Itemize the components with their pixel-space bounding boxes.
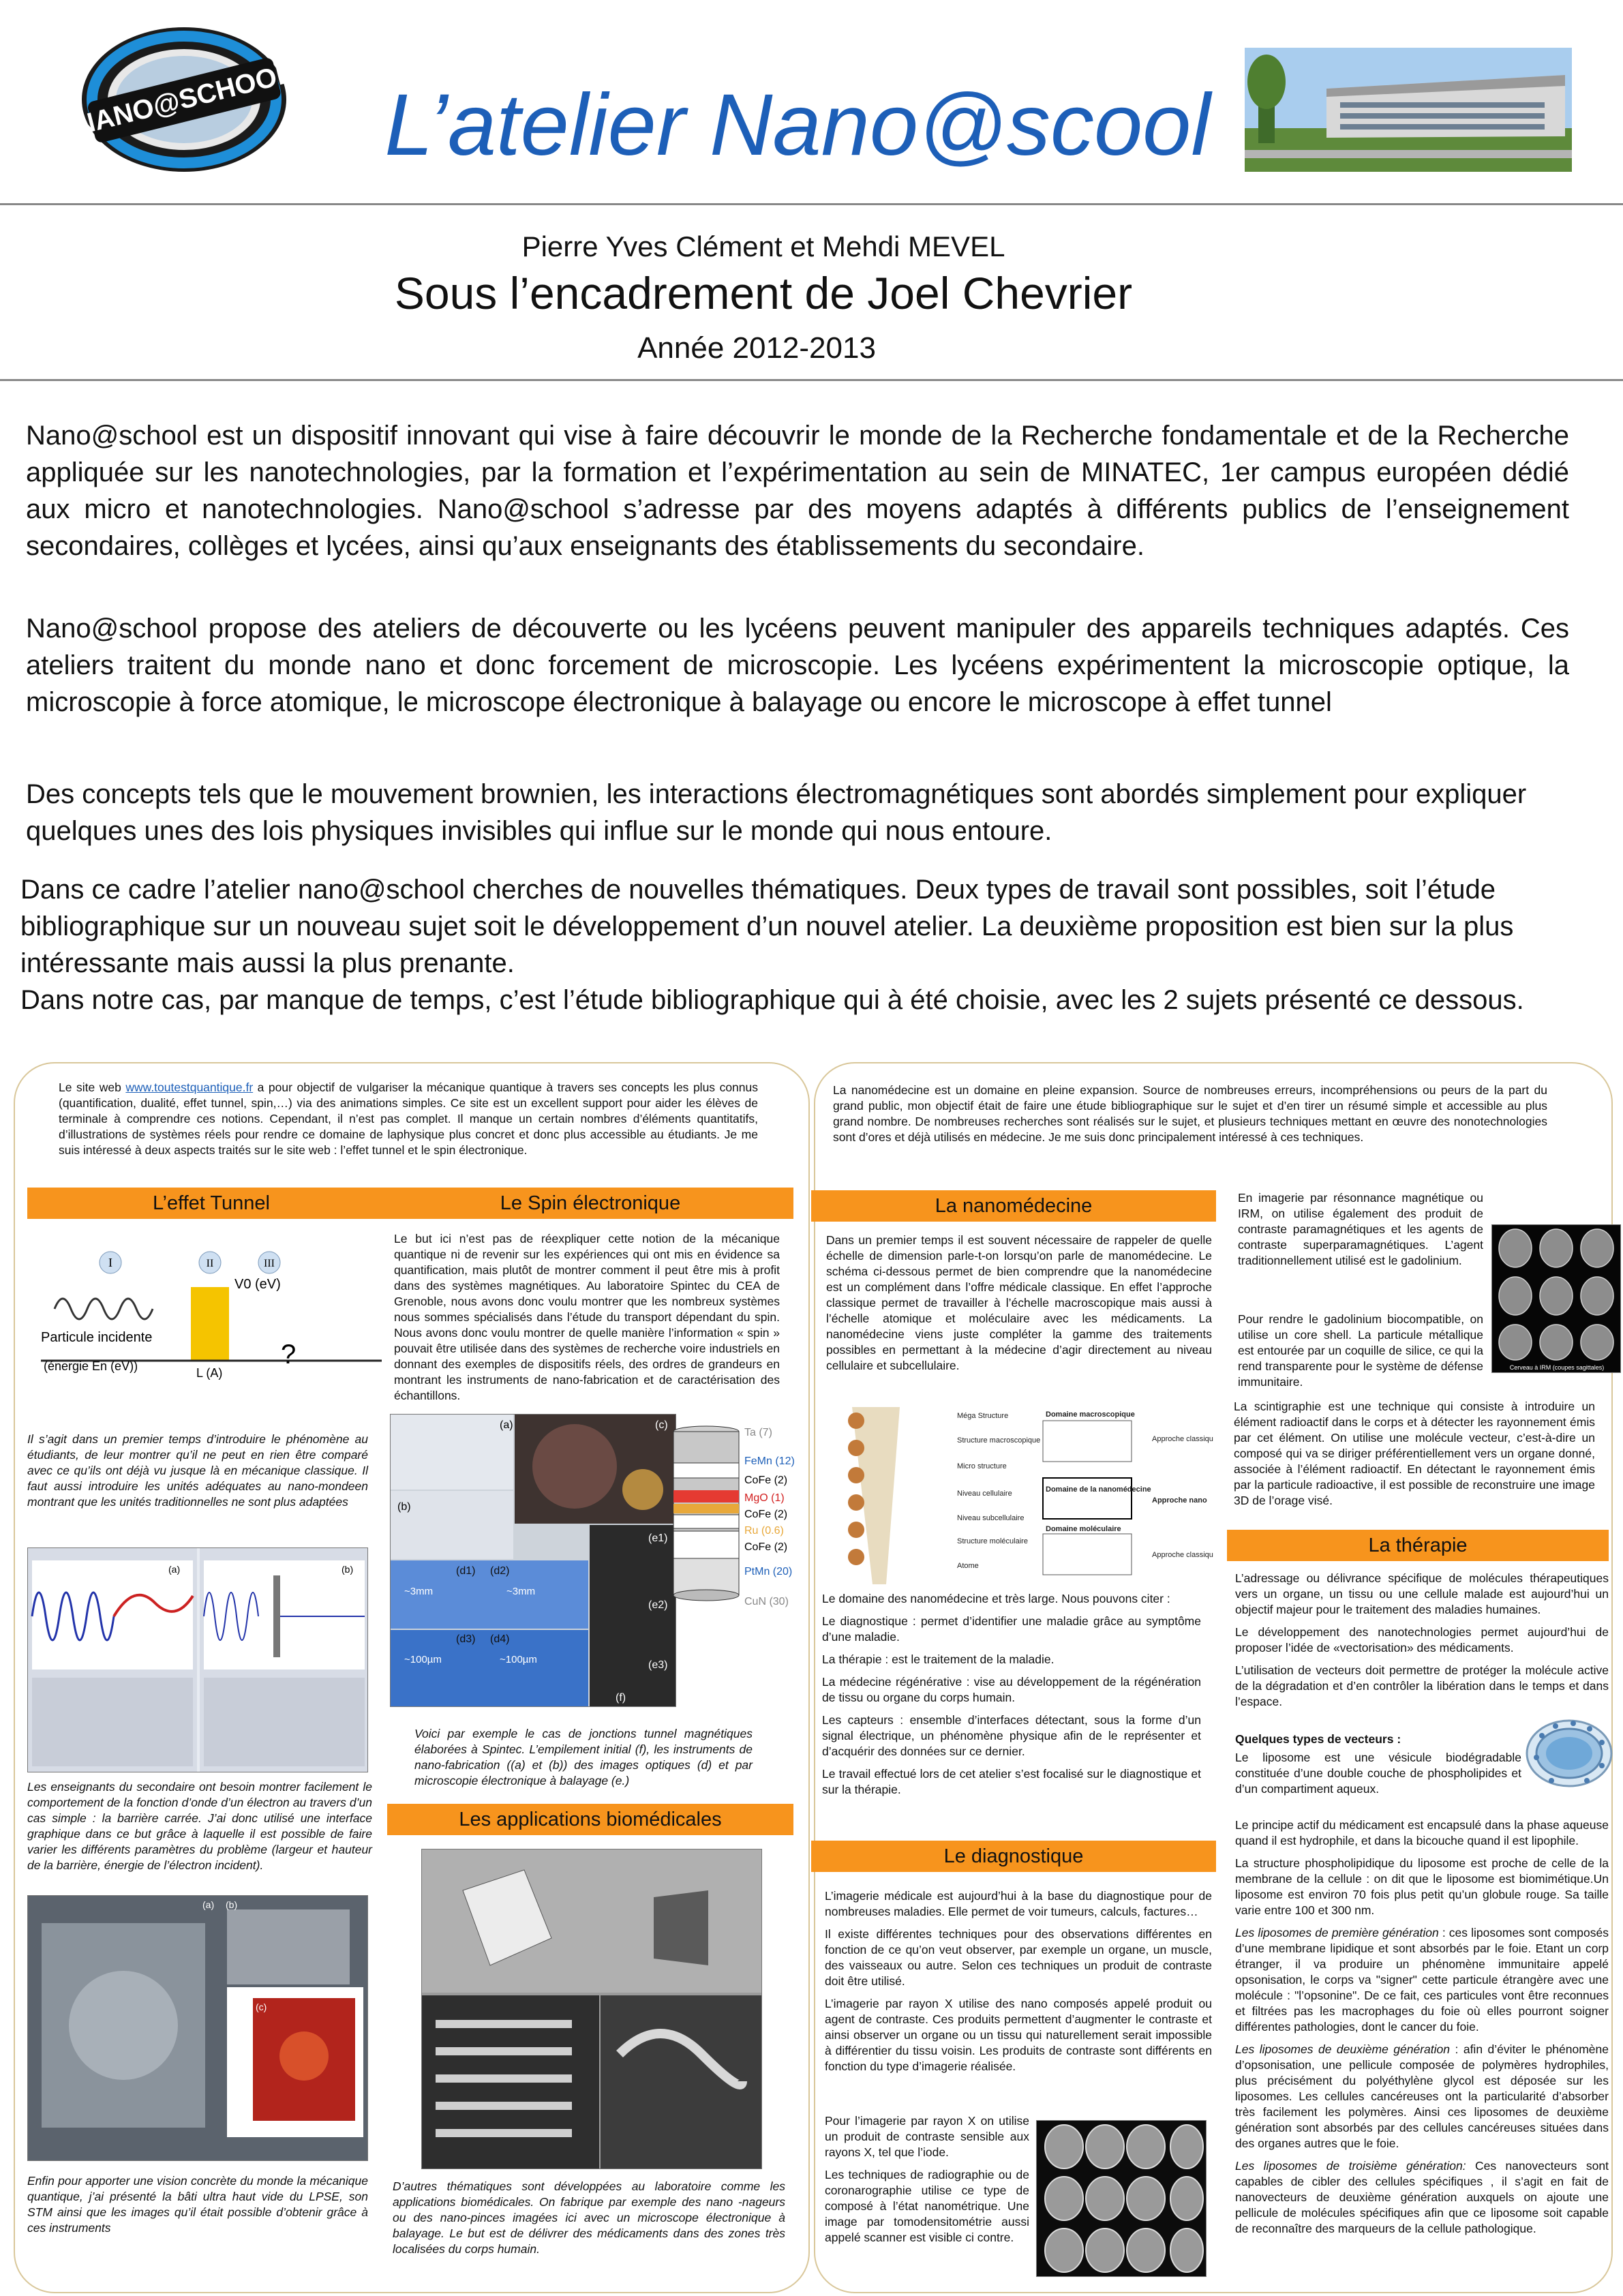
bio-sem-graphic <box>422 1849 762 2169</box>
scale-row-3: Micro structure <box>957 1462 1007 1470</box>
tunnel-lab-photos <box>27 1895 368 2161</box>
lab-photo-label-a: (a) <box>202 1899 215 1910</box>
diagnostic-text-2 <box>825 2113 1029 2252</box>
approach-3: Approche classique <box>1152 1551 1213 1559</box>
barrier-width-label: L (A) <box>196 1366 223 1380</box>
gen2-title: Les liposomes de deuxième génération <box>1235 2042 1450 2056</box>
poster-title: L’atelier Nano@scool <box>384 76 1211 174</box>
liposome-gen-2 <box>1235 2042 1609 2151</box>
nano-p2: Le domaine des nanomédecine et très large. Nous pouvons citer : <box>822 1592 1170 1605</box>
logo-graphic <box>75 19 293 176</box>
layer-stack-graphic <box>672 1425 802 1650</box>
intro-text-b: a pour objectif de vulgariser la mécanique quantique à travers ses concepts les plus connus (quantification, dualité, effet tunnel, spin,…) via des animations simples. Ce site est un excellent support pour aider les élèves de terminale à comprendre ces notions. Cependant, il n’est pas complet. Il manque un certain nombres d’éléments quantitatifs, d’illustrations de systèmes réels pour rendre ce domaine de laphysique plus concret et donc plus accessible au étudiants. Je me suis intéressé à deux aspects traités sur le site web : l’effet tunnel et le spin électronique. <box>59 1081 758 1157</box>
mri-brain-graphic <box>1492 1225 1621 1373</box>
question-mark: ? <box>281 1340 297 1370</box>
domain-nano: Domaine de la nanomédecine <box>1046 1485 1151 1494</box>
subheader-divider <box>0 379 1623 381</box>
gen1-title: Les liposomes de première génération <box>1235 1926 1439 1939</box>
plot-label-b: (b) <box>342 1564 354 1575</box>
ct-scan-images <box>1036 2120 1207 2277</box>
spin-label-a: (a) <box>500 1419 513 1431</box>
therapy-p2: Le développement des nanotechnologies permet aujourd’hui de proposer l’idée de «vectorisation» des médicaments. <box>1235 1625 1609 1655</box>
layer-ta: Ta (7) <box>744 1427 772 1438</box>
liposome-illustration <box>1521 1708 1617 1790</box>
campus-photo-graphic <box>1245 48 1572 172</box>
spin-scale-2: ~3mm <box>506 1586 536 1597</box>
spin-figure-graphic <box>391 1415 676 1707</box>
layer-ru: Ru (0.6) <box>744 1525 784 1537</box>
layer-cofe-1: CoFe (2) <box>744 1475 788 1486</box>
scale-row-4: Niveau cellulaire <box>957 1490 1012 1498</box>
spin-label-e3: (e3) <box>648 1659 668 1671</box>
logo-text: NANO@SCHOOL <box>75 57 293 142</box>
bio-sem-images <box>421 1849 762 2169</box>
tunnel-diagram <box>27 1227 395 1391</box>
tunnel-plots <box>27 1547 368 1772</box>
spin-label-b: (b) <box>397 1501 411 1513</box>
nano-p5: La médecine régénérative : vise au développement de la régénération de tissu ou organe du corps humain. <box>822 1675 1201 1704</box>
intro-paragraph-5: Dans notre cas, par manque de temps, c’est l’étude bibliographique qui à été choisie, avec les 2 sujets présenté ce dessous. <box>20 985 1524 1015</box>
nano-p6: Les capteurs : ensemble d’interfaces détectant, sous la forme d’un signal électrique, un phénomène physique afin de le représenter et d’acquérir des données sur ce dernier. <box>822 1713 1201 1758</box>
domain-macro: Domaine macroscopique <box>1046 1410 1135 1419</box>
bio-caption: D’autres thématiques sont développées au laboratoire comme les applications biomédicales. On fabrique par exemple des nano -nageurs ou des nano-pinces imagées ici avec un microscope électronique à balayage. Le but est de délivrer des médicaments dans des zones très localisées du corps humain. <box>393 2179 785 2256</box>
spin-scale-1: ~3mm <box>404 1586 434 1597</box>
diag-p3: L’imagerie par rayon X utilise des nano composés appelé produit ou agent de contraste. Ces produits permettent d’augmenter le contraste et ainsi observer un organe ou un tissu qui naturellement serait impossible à différentier du tissu voisin. Les produits de contraste sont différents en fonction du type d’imagerie réalisée. <box>825 1997 1212 2073</box>
diag-p2: Il existe différentes techniques pour des observations différentes en fonction de ce qu’on veut observer, par exemple un organe, un muscle, des vaisseaux ou autre. Selon ces techniques un produit de contraste doit être utilisé. <box>825 1927 1212 1988</box>
intro-paragraph-2: Nano@school propose des ateliers de découverte ou les lycéens peuvent manipuler des appareils techniques adaptés. Ces ateliers traitent du monde nano et donc forcement de microscopie. Les lycéens expérimentent la microscopie optique, la microscopie à force atomique, le microscope électronique à balayage ou encore le microscope à effet tunnel <box>26 614 1569 717</box>
layer-mgo: MgO (1) <box>744 1492 785 1504</box>
nano-school-logo <box>75 19 293 176</box>
approach-2: Approche nano <box>1152 1496 1207 1505</box>
particle-label: Particule incidente <box>41 1330 153 1345</box>
gen1-text: : ces liposomes sont composés d’une membrane lipidique et sont absorbés par le foie. Etant un corp étranger, il va produire un phénomène immunitaire appelé opsonisation, le corps va "signer" cette particule étrangère avec une molécule : "l’opsonine". De ce fait, ces particules vont être reconnues et filtrées pas les macrophages du foie où elles pourront soigner différentes pathologies, dont le cancer du foie. <box>1235 1926 1609 2034</box>
therapy-text-1 <box>1235 1571 1609 1717</box>
therapy-p6: La structure phospholipidique du liposome est proche de celle de la membrane de la cellule : on dit que le liposome est biomimétique.Un liposome est environ 70 fois plus petit qu’un globule rouge. Sa taille varie entre 100 et 300 nm. <box>1235 1856 1609 1917</box>
scale-diagram-graphic <box>832 1407 1213 1584</box>
spin-label-e1: (e1) <box>648 1532 668 1544</box>
scale-row-5: Niveau subcellulaire <box>957 1514 1025 1522</box>
tunnel-heading: L’effet Tunnel <box>27 1188 395 1219</box>
spin-figure <box>390 1414 676 1707</box>
scale-row-2: Structure macroscopique <box>957 1436 1041 1445</box>
mri-brain-scans <box>1491 1224 1621 1373</box>
irm-text-2: Pour rendre le gadolinium biocompatible, on utilise un core shell. La particule métallique est entourée par un coquille de silice, ce qui la rend transparente pour le système de défense immunitaire. <box>1238 1312 1483 1389</box>
barrier-height-label: V0 (eV) <box>234 1277 281 1292</box>
gen3-title: Les liposomes de troisième génération: <box>1235 2159 1466 2173</box>
gen2-text: : afin d’éviter le phénomène d’opsonisation, une pellicule composée de polymères hydrophiles, plus précisément du polyéthylène glycol est déposée sur les liposomes. Les cellules cancéreuses ont la particularité d’absorber très facilement les polymères. Ainsi ces liposomes de deuxième génération sont absorbés par des cellules cancéreuses situées dans des organes autres que le foie. <box>1235 2042 1609 2150</box>
therapy-p4: Le liposome est une vésicule biodégradable constituée d’une double couche de phospholipides et d’un compartiment aqueux. <box>1235 1751 1521 1796</box>
layer-stack <box>672 1425 802 1650</box>
spin-label-d4: (d4) <box>490 1633 510 1645</box>
intro-paragraph-3: Des concepts tels que le mouvement brownien, les interactions électromagnétiques sont abordés simplement pour expliquer quelques unes des lois physiques invisibles qui influe sur le monde qui nous entoure. <box>26 779 1527 846</box>
liposome-graphic <box>1521 1708 1617 1790</box>
intro-paragraph-1: Nano@school est un dispositif innovant qui vise à faire découvrir le monde de la Recherche fondamentale et de la Recherche appliquée sur les nanotechnologies, par la formation et l’expérimentation au sein de MINATEC, 1er campus européen dédié aux micro et nanotechnologies. Nano@school s’adresse par des moyens adaptés à différents publics de l’enseignement secondaires, collèges et lycées, ainsi qu’aux enseignants des établissements du secondaire. <box>26 421 1569 561</box>
vectors-title: Quelques types de vecteurs : <box>1235 1732 1401 1746</box>
bio-heading: Les applications biomédicales <box>387 1804 793 1835</box>
tunnel-text-1: Il s’agit dans un premier temps d’introduire le phénomène au étudiants, de leur montrer qu’il ne peut en rien être comparé avec ce qu’ils ont déjà vu jusque là en mécanique classique. Il faut aussi introduire les unités adéquates au nano-mondeen montrant que les unités traditionnelles ne sont plus adaptées <box>27 1432 368 1509</box>
left-panel-intro <box>59 1080 758 1158</box>
scale-diagram <box>832 1407 1213 1584</box>
nanomedecine-text-2 <box>822 1591 1201 1804</box>
scale-row-7: Atome <box>957 1562 979 1570</box>
layer-cofe-3: CoFe (2) <box>744 1541 788 1553</box>
therapy-p3: L’utilisation de vecteurs doit permettre de protéger la molécule active de la dégradation et d’en contrôler la libération dans le temps et dans l’espace. <box>1235 1663 1609 1708</box>
tunnel-lab-photos-graphic <box>28 1896 368 2161</box>
authors: Pierre Yves Clément et Mehdi MEVEL <box>521 230 1005 262</box>
approach-1: Approche classique <box>1152 1435 1213 1443</box>
therapy-text-2 <box>1235 1817 1609 2244</box>
irm-text-1: En imagerie par résonnance magnétique ou IRM, on utilise également des produit de contraste paramagnétiques et les agents de contraste superparamagnétiques. L’agent traditionnellement utilisé est le gadolinium. <box>1238 1191 1483 1267</box>
spin-label-d3: (d3) <box>456 1633 476 1645</box>
diagnostic-text <box>825 1888 1212 2081</box>
campus-photo <box>1245 48 1572 172</box>
right-panel-intro: La nanomédecine est un domaine en pleine expansion. Source de nombreuses erreurs, incompréhensions ou peurs de la part du grand public, mon objectif était de faire une étude bibliographique sur le sujet et d’en tirer un résumé simple et accessible au plus grand nombre. De nombreuses recherches sont réalisés sur le sujet, et plusieurs techniques mettant en œuvre des nonotechnologies sont d’ores et déjà utilisés en médecine. Je me suis donc principalement intéressé à ces techniques. <box>833 1083 1547 1144</box>
energy-label: (énergie En (eV)) <box>44 1359 138 1373</box>
spin-label-d2: (d2) <box>490 1565 510 1577</box>
spin-text: Le but ici n’est pas de réexpliquer cette notion de la mécanique quantique ni de revenir sur les expériences qui ont mis en évidence sa quantification, mais plutôt de montrer comment il peut être mis à profit dans des systèmes magnétiques. Au laboratoire Spintec du CEA de Grenoble, nous avons donc voulu montrer que les nombreux systèmes nous sommes spécialisés dans l’étude du transport dépendant du spin. Nous avons donc voulu montrer de quelle manière l’information « spin » pouvait être utilisée dans des systèmes de recherche voire industriels en donnant des exemples de dispositifs réels, des ordres de grandeurs en montrant les instruments de nano-fabrication et de caractérisation des échantillons. <box>394 1232 780 1402</box>
nano-p3: Le diagnostique : permet d’identifier une maladie grâce au symptôme d’une maladie. <box>822 1614 1201 1644</box>
scale-row-1: Méga Structure <box>957 1412 1009 1420</box>
domain-molecular: Domaine moléculaire <box>1046 1525 1121 1533</box>
mri-caption: Cerveau à IRM (coupes sagittales) <box>1509 1364 1605 1371</box>
spin-label-e2: (e2) <box>648 1599 668 1611</box>
lab-photo-label-c: (c) <box>256 2002 267 2012</box>
layer-femn: FeMn (12) <box>744 1455 795 1467</box>
tunnel-text-2: Les enseignants du secondaire ont besoin montrer facilement le comportement de la fonction d’onde d’un électron au travers d’un cas simple : la barrière carrée. J’ai donc utilisé une interface graphique dans ce but grâce à laquelle il est possible de faire varier les différents paramètres du problème (largeur et hauteur de la barrière, énergie de l’électron incident). <box>27 1780 372 1872</box>
therapy-vectors <box>1235 1732 1521 1804</box>
region-label-3: III <box>264 1258 275 1269</box>
spin-scale-4: ~100µm <box>500 1654 537 1665</box>
website-link[interactable]: www.toutestquantique.fr <box>125 1081 254 1094</box>
header-divider <box>0 203 1623 205</box>
intro-text-a: Le site web <box>59 1081 126 1094</box>
lab-photo-label-b: (b) <box>226 1899 238 1910</box>
diag-p4: Pour l’imagerie par rayon X on utilise un produit de contraste sensible aux rayons X, tel que l’iode. <box>825 2114 1029 2159</box>
nanomedecine-text-1: Dans un premier temps il est souvent nécessaire de rappeler de quelle échelle de dimension parle-t-on lorsqu’on parle de manomédecine. Le schéma ci-dessous permet de bien comprendre que la nanomédecine est un complément dans l’offre médicale classique. En effet l’approche classique permet de travailler à l’échelle macroscopique mais aussi à l’échelle atomique et moléculaire avec les médicaments. La nanomédecine viens juste compléter la gamme des traitements possibles en permettant à la médecine d’agir directement au niveau cellulaire et subcellulaire. <box>826 1233 1212 1372</box>
liposome-gen-1 <box>1235 1925 1609 2035</box>
nanomedecine-heading: La nanomédecine <box>811 1190 1216 1222</box>
spin-scale-3: ~100µm <box>404 1654 442 1665</box>
nano-p4: La thérapie : est le traitement de la maladie. <box>822 1652 1055 1666</box>
tunnel-plots-graphic <box>28 1548 368 1772</box>
spin-label-f: (f) <box>616 1692 626 1704</box>
therapy-p1: L’adressage ou délivrance spécifique de molécules thérapeutiques vers un organe, un tissu ou une cellule malade est aujourd’hui un objectif majeur pour le traitement des maladies humaines. <box>1235 1571 1609 1616</box>
diag-p1: L’imagerie médicale est aujourd’hui à la base du diagnostique pour de nombreuses maladies. Elle permet de voir tumeurs, calculs, factures… <box>825 1889 1212 1918</box>
year: Année 2012-2013 <box>637 331 876 365</box>
spin-label-c: (c) <box>655 1419 668 1431</box>
tunnel-text-3: Enfin pour apporter une vision concrète du monde la mécanique quantique, j’ai présenté la bâti ultra haut vide du LPSE, son STM ainsi que les images qu’il était possible d’obtenir grâce à ces instruments <box>27 2174 368 2235</box>
layer-cofe-2: CoFe (2) <box>744 1509 788 1520</box>
spin-heading: Le Spin électronique <box>387 1188 793 1219</box>
spin-caption: Voici par exemple le cas de jonctions tunnel magnétiques élaborées à Spintec. L’empilement initial (f), les instruments de nano-fabrication ((a) et (b)) des images optiques (d) et par microscopie électronique à balayage (e.) <box>414 1727 753 1787</box>
diag-p5: Les techniques de radiographie ou de coronarographie utilise ce type de composé à l’état nanométrique. Une image par tomodensitométrie aussi appelé scanner est visible ci contre. <box>825 2168 1029 2244</box>
region-label-2: II <box>206 1258 214 1269</box>
therapy-p5: Le principe actif du médicament est encapsulé dans la phase aqueuse quand il est hydrophile, et dans la bicouche quand il est lipophile. <box>1235 1818 1609 1847</box>
supervision: Sous l’encadrement de Joel Chevrier <box>394 268 1133 318</box>
region-label-1: I <box>108 1256 112 1269</box>
spin-label-d1: (d1) <box>456 1565 476 1577</box>
plot-label-a: (a) <box>168 1564 181 1575</box>
ct-scan-graphic <box>1037 2121 1207 2277</box>
intro-paragraph-4: Dans ce cadre l’atelier nano@school cherches de nouvelles thématiques. Deux types de travail sont possibles, soit l’étude bibliographique sur un nouveau sujet soit le développement d’un nouvel atelier. La deuxième proposition est bien sur la plus intéressante mais aussi la plus prenante. <box>20 875 1514 978</box>
therapy-heading: La thérapie <box>1227 1530 1609 1561</box>
gen3-text: Ces nanovecteurs sont capables de cibler des cellules spécifiques , il s’agit en fait de nanovecteurs de deuxième génération auxquels on ajoute une pellicule de molécules spécifiques afin que ce liposome soit capable de reconnaître des marqueurs de la cellule pathologique. <box>1235 2159 1609 2235</box>
liposome-gen-3 <box>1235 2158 1609 2237</box>
diagnostic-heading: Le diagnostique <box>811 1841 1216 1872</box>
layer-ptmn: PtMn (20) <box>744 1566 793 1577</box>
scintigraphy-text: La scintigraphie est une technique qui consiste à introduire un élément radioactif dans le corps et à détecter les rayonnement émis par cet élément. On utilise une molécule vecteur, c’est-à-dire un composé qui va se diriger préférentiellement vers un organe donné, associée à l’élément radioactif. En détectant le rayonnement émis par la particule radioactive, il est possible de reconstruire une image 3D de l’orage visé. <box>1234 1400 1595 1507</box>
scale-row-6: Structure moléculaire <box>957 1537 1028 1545</box>
nano-p7: Le travail effectué lors de cet atelier s’est focalisé sur le diagnostique et sur la thérapie. <box>822 1767 1201 1796</box>
layer-cun: CuN (30) <box>744 1596 789 1607</box>
tunnel-diagram-graphic <box>27 1227 395 1391</box>
